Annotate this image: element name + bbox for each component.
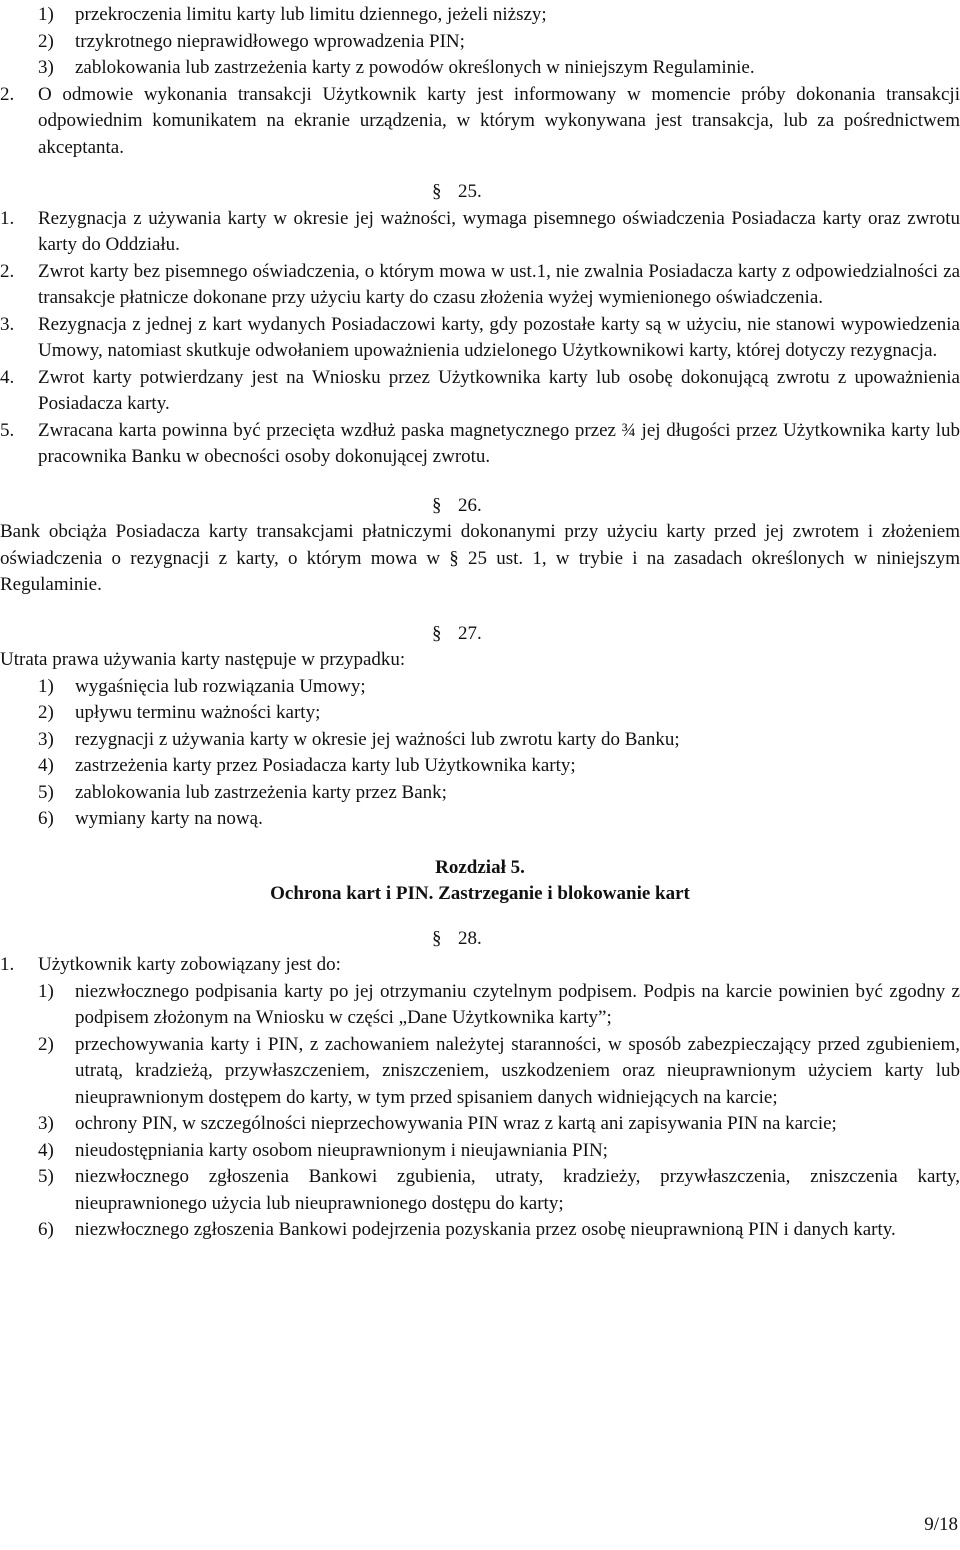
point-text: Zwracana karta powinna być przecięta wzdłuż paska magnetycznego przez ¾ jej długości przez Użytkownika karty lub pracownika Banku w obecności osoby dokonującej zwrotu. [38,419,960,467]
point-text: Użytkownik karty zobowiązany jest do: [38,954,341,975]
list-item-text: wymiany karty na nową. [75,808,263,829]
list-item [0,55,960,82]
point-text: Zwrot karty potwierdzany jest na Wniosku przez Użytkownika karty lub osobę dokonującą zwrotu z upoważnienia Posiadacza karty. [38,366,960,414]
list-item [0,29,960,56]
list-item [0,1032,960,1112]
list-item [0,1217,960,1244]
point-number: 5. [0,419,15,441]
numbered-point [0,259,960,312]
list-item-text: trzykrotnego nieprawidłowego wprowadzenia PIN; [75,30,465,52]
list-item [0,674,960,701]
point-number: 3. [0,313,15,335]
point-text: Zwrot karty bez pisemnego oświadczenia, o którym mowa w ust.1, nie zwalnia Posiadacza karty z odpowiedzialności za transakcje płatnicze dokonane przy użyciu karty do czasu złożenia wyżej wymienionego oświadczenia. [38,260,960,308]
point-number: 2. [0,260,15,282]
list-item [0,2,960,29]
list-item-number: 3) [38,57,54,78]
numbered-point [0,952,960,979]
list-item-text: nieudostępniania karty osobom nieuprawnionym i nieujawniania PIN; [75,1139,608,1161]
numbered-point [0,418,960,471]
list-item-text: zablokowania lub zastrzeżenia karty przez Bank; [75,781,447,803]
section-number: 25. [458,181,482,202]
list-item-number: 2) [38,1033,54,1055]
list-item-number: 1) [38,4,54,25]
list-item-text: rezygnacji z używania karty w okresie jej ważności lub zwrotu karty do Banku; [75,728,680,750]
section-symbol: § [432,494,442,516]
list-item-text: upływu terminu ważności karty; [75,702,321,723]
section-heading-26 [0,493,960,520]
list-item-text: przechowywania karty i PIN, z zachowaniem należytej staranności, w sposób zabezpieczający przed zgubieniem, utratą, kradzieżą, przywłaszczeniem, zniszczeniem, uszkodzeniem oraz nieuprawnionym użyciem karty lub nieuprawnionym dostępem do karty, w tym przed spisaniem danych widniejących na karcie; [75,1033,960,1108]
list-item-number: 3) [38,728,54,750]
list-item-text: zastrzeżenia karty przez Posiadacza karty lub Użytkownika karty; [75,755,576,776]
list-item-number: 2) [38,702,54,723]
numbered-point [0,365,960,418]
list-item [0,700,960,727]
list-item-text: niezwłocznego podpisania karty po jej otrzymaniu czytelnym podpisem. Podpis na karcie powinien być zgodny z podpisem złożonym na Wniosku w części „Dane Użytkownika karty”; [75,980,960,1028]
point-number: 2. [0,83,15,105]
point-number: 1. [0,954,15,975]
chapter-number: Rozdział 5. [435,856,525,878]
point-text: O odmowie wykonania transakcji Użytkownik karty jest informowany w momencie próby dokonania transakcji odpowiednim komunikatem na ekranie urządzenia, w którym wykonywana jest transakcja, lub za pośrednictwem akceptanta. [38,83,960,158]
section-number: 28. [458,927,482,949]
point-number: 4. [0,366,15,388]
numbered-point [0,312,960,365]
section-number: 26. [458,494,482,516]
section-heading-25 [0,179,960,206]
list-item-text: zablokowania lub zastrzeżenia karty z powodów określonych w niniejszym Regulaminie. [75,57,755,78]
list-item-number: 4) [38,755,54,776]
list-item-number: 3) [38,1113,54,1134]
section-paragraph: Bank obciąża Posiadacza karty transakcjami płatniczymi dokonanymi przy użyciu karty przed jej zwrotem i złożeniem oświadczenia o rezygnacji z karty, o którym mowa w § 25 ust. 1, w trybie i na zasadach określonych w niniejszym Regulaminie. [0,521,960,595]
list-item [0,1138,960,1165]
point-number: 1. [0,207,15,229]
page-number: 9/18 [924,1514,958,1535]
list-item-number: 6) [38,808,54,829]
list-item [0,1164,960,1217]
list-item [0,806,960,833]
list-item [0,1111,960,1138]
list-item [0,753,960,780]
list-item-number: 6) [38,1219,54,1240]
section-symbol: § [432,622,442,644]
list-item-number: 5) [38,1166,54,1187]
list-item-number: 2) [38,30,54,52]
list-item-text: niezwłocznego zgłoszenia Bankowi zgubienia, utraty, kradzieży, przywłaszczenia, zniszczenia karty, nieuprawnionego użycia lub nieuprawnionego dostępu do karty; [75,1166,960,1214]
section-symbol: § [432,927,442,949]
list-item-text: przekroczenia limitu karty lub limitu dziennego, jeżeli niższy; [75,4,547,25]
document-body [0,2,960,1244]
list-item-text: niezwłocznego zgłoszenia Bankowi podejrzenia pozyskania przez osobę nieuprawnioną PIN i danych karty. [75,1219,896,1240]
list-item-text: wygaśnięcia lub rozwiązania Umowy; [75,675,366,697]
list-item-number: 4) [38,1139,54,1161]
list-item-text: ochrony PIN, w szczególności nieprzechowywania PIN wraz z kartą ani zapisywania PIN na karcie; [75,1113,837,1134]
section-symbol: § [432,181,442,202]
list-item [0,979,960,1032]
list-item [0,780,960,807]
list-item [0,727,960,754]
list-item-number: 5) [38,781,54,803]
section-heading-28 [0,926,960,953]
section-intro: Utrata prawa używania karty następuje w przypadku: [0,649,406,670]
point-text: Rezygnacja z używania karty w okresie jej ważności, wymaga pisemnego oświadczenia Posiadacza karty oraz zwrotu karty do Oddziału. [38,207,960,255]
point-text: Rezygnacja z jednej z kart wydanych Posiadaczowi karty, gdy pozostałe karty są w użyciu, nie stanowi wypowiedzenia Umowy, natomiast skutkuje odwołaniem upoważnienia udzielonego Użytkownikowi karty, której dotyczy rezygnacja. [38,313,960,361]
chapter-title: Ochrona kart i PIN. Zastrzeganie i blokowanie kart [270,883,690,904]
list-item-number: 1) [38,980,54,1002]
section-heading-27 [0,621,960,648]
list-item-number: 1) [38,675,54,697]
section-number: 27. [458,622,482,644]
numbered-point [0,82,960,162]
numbered-point [0,206,960,259]
